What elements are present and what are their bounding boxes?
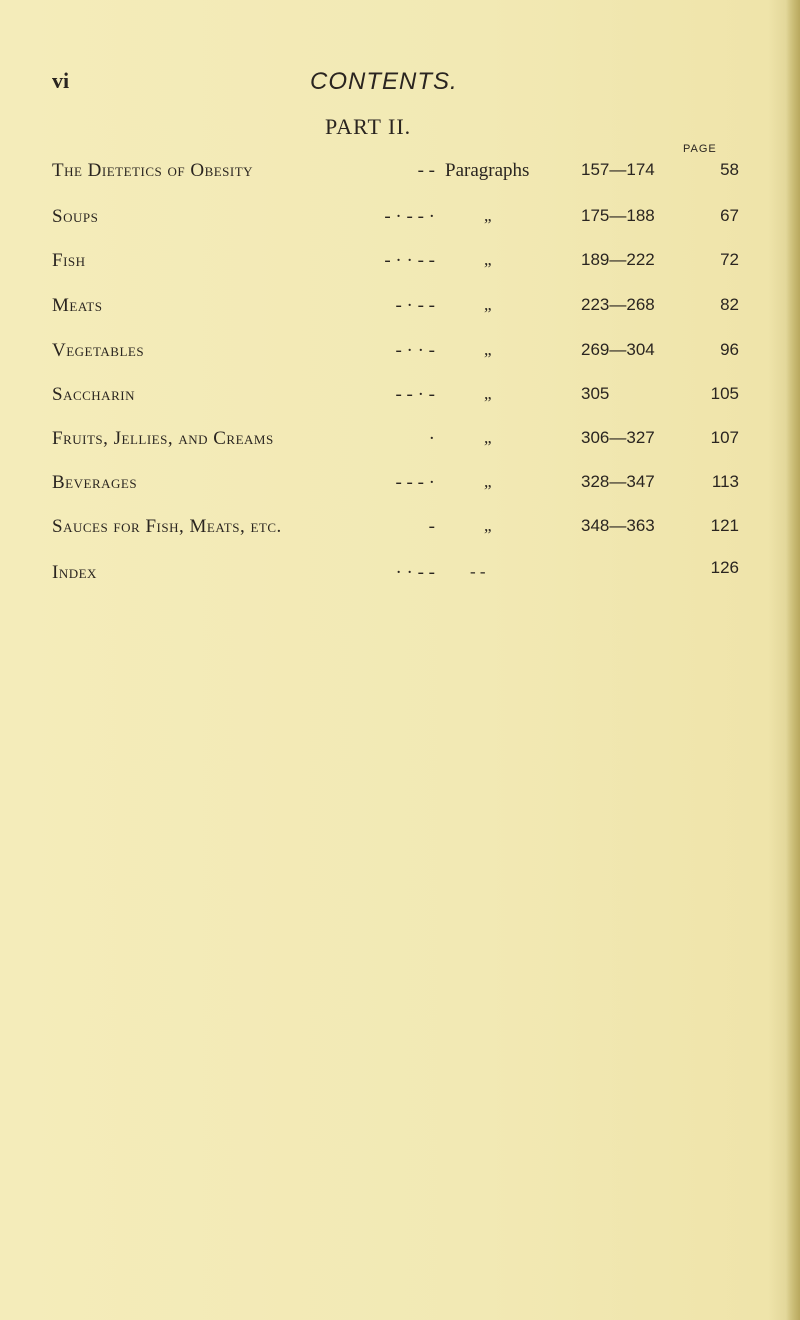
entry-topic: Vegetables (52, 340, 145, 361)
entry-topic: Fish (52, 250, 86, 271)
entry-page: 126 (710, 558, 739, 577)
entry-page: 107 (710, 428, 739, 447)
entry-page: 58 (720, 160, 739, 179)
entry-ditto: „ (484, 384, 492, 403)
entry-leaders: · (428, 428, 435, 449)
entry-range: 306—327 (581, 428, 655, 447)
entry-leaders: - · - - · (384, 206, 435, 227)
entry-leaders: - - - · (395, 472, 435, 493)
toc-entry (0, 250, 800, 280)
toc-entry (0, 384, 800, 414)
entry-ditto: „ (484, 428, 492, 447)
entry-range: 223—268 (581, 295, 655, 314)
entry-leaders: - - (417, 160, 435, 181)
entry-topic: Fruits, Jellies, and Creams (52, 428, 274, 449)
page-number: vi (52, 68, 70, 93)
entry-page: 82 (720, 295, 739, 314)
entry-page: 72 (720, 250, 739, 269)
entry-page: 105 (710, 384, 739, 403)
entry-topic: Sauces for Fish, Meats, etc. (52, 516, 282, 537)
running-head: CONTENTS. (310, 68, 458, 95)
entry-range: 175—188 (581, 206, 655, 225)
page-column-label: PAGE (683, 143, 717, 155)
entry-leaders: · · - - (395, 562, 435, 583)
toc-entry (0, 558, 800, 592)
entry-topic: Beverages (52, 472, 138, 493)
entry-leaders: - - · - (395, 384, 435, 405)
entry-leaders: - · · - (395, 340, 435, 361)
entry-topic: The Dietetics of Obesity (52, 160, 254, 181)
part-title: PART II. (325, 114, 412, 139)
entry-topic: Saccharin (52, 384, 135, 405)
entry-range: 328—347 (581, 472, 655, 491)
entry-page: 96 (720, 340, 739, 359)
entry-leaders-trailing: - - (470, 562, 486, 581)
entry-topic: Soups (52, 206, 99, 227)
entry-topic: Index (52, 562, 97, 583)
entry-ditto: „ (484, 295, 492, 314)
entry-leaders: - · · - - (384, 250, 435, 271)
toc-entry (0, 295, 800, 325)
entry-page: 121 (710, 516, 739, 535)
entry-ditto: „ (484, 516, 492, 535)
entry-range: 269—304 (581, 340, 655, 359)
entry-leaders: - (428, 516, 435, 537)
entry-range: 305 (581, 384, 610, 403)
entry-range: 348—363 (581, 516, 655, 535)
page-edge (786, 0, 800, 1320)
entry-ditto: „ (484, 340, 492, 359)
entry-leaders: - · - - (395, 295, 435, 316)
entry-ditto: „ (484, 472, 492, 491)
entry-paragraphs-label: Paragraphs (445, 160, 530, 181)
toc-entry (0, 472, 800, 502)
entry-range: 189—222 (581, 250, 655, 269)
entry-ditto: „ (484, 250, 492, 269)
entry-page: 67 (720, 206, 739, 225)
toc-entry (0, 516, 800, 546)
entry-ditto: „ (484, 206, 492, 225)
toc-entry (0, 160, 800, 190)
entry-range: 157—174 (581, 160, 655, 179)
entry-topic: Meats (52, 295, 103, 316)
toc-entry (0, 206, 800, 236)
toc-entry (0, 428, 800, 458)
toc-entry (0, 340, 800, 370)
entry-page: 113 (711, 472, 739, 491)
